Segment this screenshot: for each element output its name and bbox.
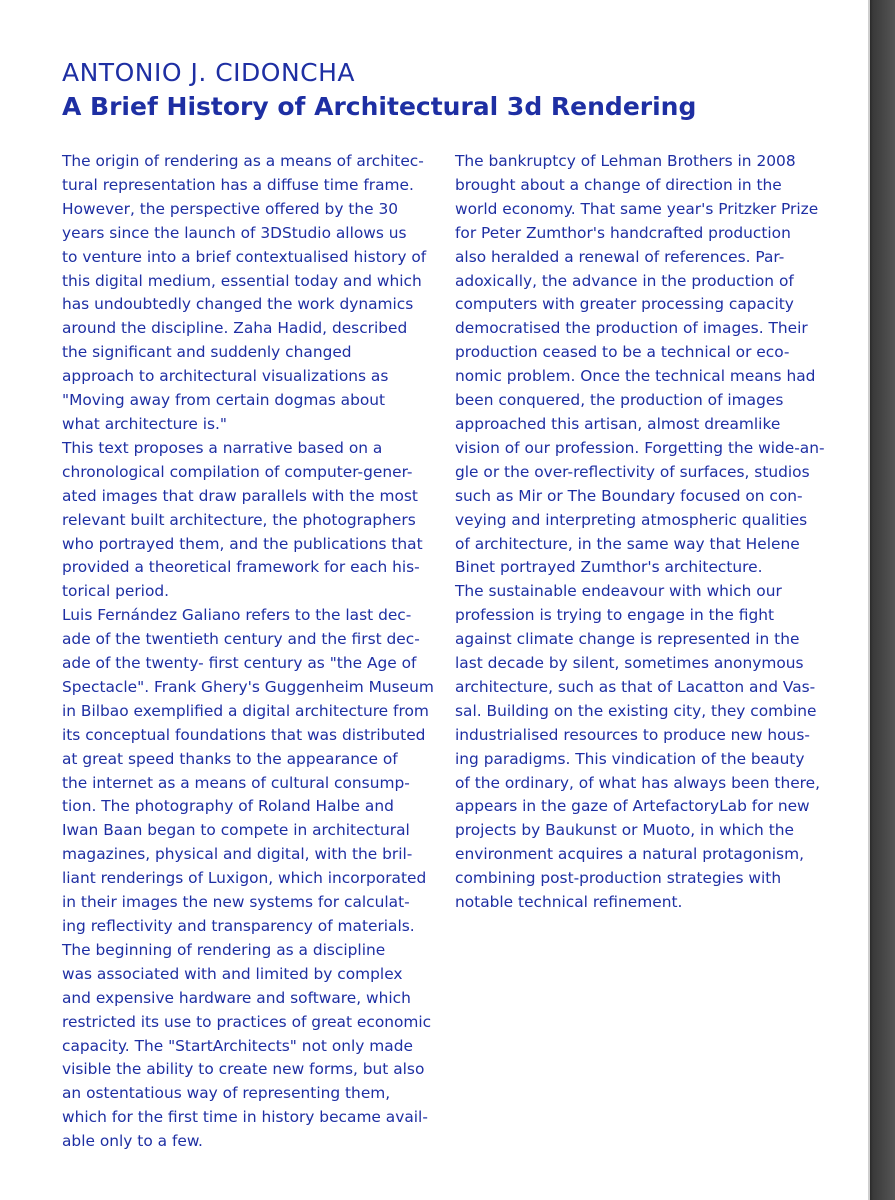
- right-column-line: computers with greater processing capacity: [455, 295, 794, 314]
- right-column-line: notable technical refinement.: [455, 893, 683, 912]
- right-column-line: for Peter Zumthor's handcrafted production: [455, 223, 791, 242]
- left-column-line: capacity. The "StartArchitects" not only made: [62, 1036, 413, 1055]
- right-column-line: production ceased to be a technical or eco-: [455, 343, 790, 362]
- right-column-line: sal. Building on the existing city, they combine: [455, 701, 817, 720]
- right-column-line: brought about a change of direction in the: [455, 175, 782, 194]
- left-column-line: who portrayed them, and the publications that: [62, 534, 423, 553]
- right-column-line: veying and interpreting atmospheric qualities: [455, 510, 808, 529]
- left-column-line: torical period.: [62, 582, 170, 601]
- left-column-line: tural representation has a diffuse time frame.: [62, 175, 414, 194]
- right-column-line: been conquered, the production of images: [455, 391, 784, 410]
- left-column-line: approach to architectural visualizations as: [62, 367, 389, 386]
- left-column-line: tion. The photography of Roland Halbe and: [62, 797, 394, 816]
- right-column-line: appears in the gaze of ArtefactoryLab for new: [455, 797, 810, 816]
- left-column-line: at great speed thanks to the appearance of: [62, 749, 398, 768]
- left-column-line: and expensive hardware and software, which: [62, 988, 411, 1007]
- left-column-line: Luis Fernández Galiano refers to the last dec-: [62, 606, 412, 625]
- left-column-line: ade of the twentieth century and the first dec-: [62, 630, 420, 649]
- left-column-line: Iwan Baan began to compete in architectural: [62, 821, 410, 840]
- article-title: A Brief History of Architectural 3d Rendering: [62, 92, 697, 121]
- left-column-line: in their images the new systems for calculat-: [62, 893, 410, 912]
- right-column-line: vision of our profession. Forgetting the wide-an-: [455, 438, 825, 457]
- left-column-line: to venture into a brief contextualised history of: [62, 247, 427, 266]
- left-column-line: ade of the twenty- first century as "the Age of: [62, 654, 417, 673]
- right-column-line: gle or the over-reflectivity of surfaces, studios: [455, 462, 810, 481]
- left-column-line: ated images that draw parallels with the most: [62, 486, 418, 505]
- left-column-line: relevant built architecture, the photographers: [62, 510, 416, 529]
- left-column-line: restricted its use to practices of great economic: [62, 1012, 432, 1031]
- right-column-line: also heralded a renewal of references. Par-: [455, 247, 785, 266]
- left-column-line: the internet as a means of cultural consump-: [62, 773, 410, 792]
- left-column-line: The beginning of rendering as a discipline: [62, 940, 386, 959]
- right-column-line: combining post-production strategies with: [455, 869, 782, 888]
- left-column-line: in Bilbao exemplified a digital architecture from: [62, 701, 429, 720]
- left-column-line: this digital medium, essential today and which: [62, 271, 422, 290]
- left-column-line: which for the first time in history became avail-: [62, 1108, 428, 1127]
- book-spine-shadow: [870, 0, 895, 1200]
- left-column-line: Spectacle". Frank Ghery's Guggenheim Museum: [62, 677, 434, 696]
- right-column-line: world economy. That same year's Pritzker Prize: [455, 199, 819, 218]
- right-column: [455, 150, 825, 915]
- left-column-line: liant renderings of Luxigon, which incorporated: [62, 869, 427, 888]
- right-column-line: of the ordinary, of what has always been there,: [455, 773, 821, 792]
- right-column-line: against climate change is represented in the: [455, 630, 800, 649]
- right-column-line: of architecture, in the same way that Helene: [455, 534, 800, 553]
- right-column-line: architecture, such as that of Lacatton and Vas-: [455, 677, 816, 696]
- left-column-line: the significant and suddenly changed: [62, 343, 352, 362]
- left-column-line: The origin of rendering as a means of architec-: [62, 152, 424, 170]
- left-column-line: around the discipline. Zaha Hadid, described: [62, 319, 408, 338]
- right-column-line: environment acquires a natural protagonism,: [455, 845, 804, 864]
- left-column-line: However, the perspective offered by the 30: [62, 199, 399, 218]
- left-column: [62, 150, 434, 1154]
- right-column-line: industrialised resources to produce new hous-: [455, 725, 810, 744]
- right-column-line: approached this artisan, almost dreamlike: [455, 414, 781, 433]
- right-column-line: Binet portrayed Zumthor's architecture.: [455, 558, 763, 577]
- right-column-line: projects by Baukunst or Muoto, in which the: [455, 821, 794, 840]
- left-column-line: years since the launch of 3DStudio allows us: [62, 223, 407, 242]
- left-column-line: was associated with and limited by complex: [62, 964, 403, 983]
- left-column-line: an ostentatious way of representing them,: [62, 1084, 391, 1103]
- author-name: ANTONIO J. CIDONCHA: [62, 58, 356, 87]
- right-column-line: The sustainable endeavour with which our: [455, 582, 782, 601]
- right-column-line: adoxically, the advance in the production of: [455, 271, 794, 290]
- left-column-line: ing reflectivity and transparency of materials.: [62, 917, 415, 935]
- left-column-line: has undoubtedly changed the work dynamics: [62, 295, 414, 314]
- right-column-line: nomic problem. Once the technical means had: [455, 367, 816, 386]
- left-column-line: visible the ability to create new forms, but also: [62, 1060, 425, 1079]
- right-column-line: such as Mir or The Boundary focused on con-: [455, 486, 803, 505]
- left-column-line: chronological compilation of computer-gener-: [62, 462, 413, 481]
- right-column-line: last decade by silent, sometimes anonymous: [455, 654, 804, 673]
- right-column-line: democratised the production of images. Their: [455, 319, 808, 338]
- right-column-line: profession is trying to engage in the fight: [455, 606, 775, 625]
- left-column-line: This text proposes a narrative based on a: [62, 438, 383, 457]
- left-column-line: able only to a few.: [62, 1132, 203, 1151]
- left-column-line: magazines, physical and digital, with the bril-: [62, 845, 413, 864]
- left-column-line: its conceptual foundations that was distributed: [62, 725, 426, 744]
- left-column-line: provided a theoretical framework for each his-: [62, 558, 420, 577]
- left-column-line: what architecture is.": [62, 414, 227, 433]
- right-column-line: The bankruptcy of Lehman Brothers in 2008: [455, 152, 796, 170]
- left-column-line: "Moving away from certain dogmas about: [62, 391, 386, 410]
- right-column-line: ing paradigms. This vindication of the beauty: [455, 749, 805, 768]
